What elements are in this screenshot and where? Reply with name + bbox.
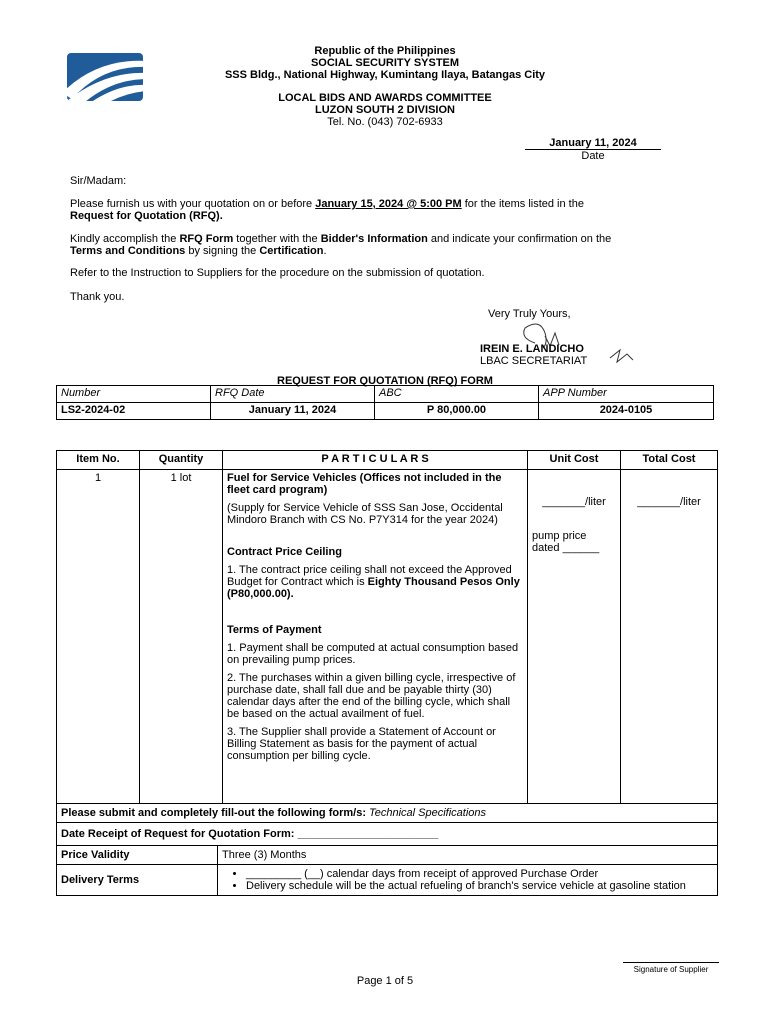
terms-item-1: 1. Payment shall be computed at actual consumption based on prevailing pump prices. — [227, 642, 519, 666]
particulars-table — [56, 450, 718, 804]
date-label: Date — [581, 150, 605, 162]
p2-text-e: . — [323, 245, 327, 257]
submit-row — [57, 804, 718, 823]
header-unit-cost: Unit Cost — [528, 451, 621, 470]
p1-text-b: for the items listed in the — [461, 198, 584, 210]
unit-cost-blank: _______/liter — [542, 496, 606, 508]
p2-cert: Certification — [259, 245, 324, 257]
header-item-no: Item No. — [57, 451, 140, 470]
ceiling-title: Contract Price Ceiling — [227, 546, 342, 558]
ceiling-text-a: 1. The contract price ceiling shall not exceed the Approved Budget for Contract which is — [227, 564, 512, 588]
cell-item-no: 1 — [57, 470, 140, 804]
submit-value: Technical Specifications — [369, 807, 487, 819]
signer-name: IREIN E. LANDICHO — [480, 343, 584, 355]
p1-text-c: Request for Quotation (RFQ). — [70, 210, 223, 222]
terms-item-2: 2. The purchases within a given billing cycle, irrespective of purchase date, shall fall due and be payable thirty (30) calendar days after the end of the billing cycle, which shall be based on the actual availment of fuel. — [227, 672, 516, 720]
header-agency: SOCIAL SECURITY SYSTEM — [310, 57, 460, 69]
letter-date — [525, 137, 661, 162]
delivery-terms-value — [218, 865, 718, 896]
date-value: January 11, 2024 — [525, 137, 661, 150]
header-republic: Republic of the Philippines — [314, 45, 456, 57]
header-address: SSS Bldg., National Highway, Kumintang Ilaya, Batangas City — [224, 69, 546, 81]
value-number: LS2-2024-02 — [57, 403, 211, 420]
paragraph-instructions — [70, 233, 714, 257]
p1-text-a: Please furnish us with your quotation on or before — [70, 198, 316, 210]
p2-text-d: by signing the — [185, 245, 260, 257]
header-division: LUZON SOUTH 2 DIVISION — [315, 104, 455, 116]
signer-title: LBAC SECRETARIAT — [480, 355, 588, 367]
delivery-item-1: • _________ (__) calendar days from receipt of approved Purchase Order — [246, 868, 713, 880]
cell-quantity: 1 lot — [140, 470, 223, 804]
label-rfq-date: RFQ Date — [211, 386, 375, 403]
label-app-number: APP Number — [539, 386, 714, 403]
cell-unit-cost — [528, 470, 621, 804]
salutation: Sir/Madam: — [70, 175, 127, 187]
terms-title: Terms of Payment — [227, 624, 322, 636]
ceiling-amount: Eighty Thousand Pesos Only (P80,000.00). — [227, 576, 520, 600]
particulars-supply: (Supply for Service Vehicle of SSS San Jose, Occidental Mindoro Branch with CS No. P7Y314 for the year 2024) — [227, 502, 503, 526]
particulars-title: Fuel for Service Vehicles (Offices not included in the fleet card program) — [227, 472, 502, 496]
header-particulars: P A R T I C U L A R S — [223, 451, 528, 470]
total-cost-blank: _______/liter — [637, 496, 701, 508]
paragraph-deadline — [70, 198, 714, 222]
unit-cost-note: pump price dated ______ — [532, 530, 600, 554]
receipt-row: Date Receipt of Request for Quotation Form: _______________________ — [57, 823, 718, 846]
paragraph-refer: Refer to the Instruction to Suppliers for the procedure on the submission of quotation. — [70, 267, 485, 279]
ceiling-text — [227, 564, 523, 600]
deadline: January 15, 2024 @ 5:00 PM — [315, 198, 462, 210]
label-number: Number — [57, 386, 211, 403]
label-abc: ABC — [375, 386, 539, 403]
terms-table — [56, 803, 718, 896]
p2-text-c: and indicate your confirmation on the — [427, 233, 612, 245]
delivery-terms-label: Delivery Terms — [57, 865, 218, 896]
price-validity-value: Three (3) Months — [218, 846, 718, 865]
header-telephone: Tel. No. (043) 702-6933 — [327, 116, 443, 128]
signature-label: Signature of Supplier — [623, 962, 719, 974]
p2-bidder: Bidder's Information — [320, 233, 428, 245]
header-total-cost: Total Cost — [621, 451, 718, 470]
page-number: Page 1 of 5 — [356, 975, 414, 987]
cell-particulars — [223, 470, 528, 804]
submit-label: Please submit and completely fill-out the following form/s: — [61, 807, 370, 819]
supplier-signature — [623, 956, 719, 974]
terms-item-3: 3. The Supplier shall provide a Statement of Account or Billing Statement as basis for the payment of actual consumption per billing cycle. — [227, 726, 496, 762]
header-committee: LOCAL BIDS AND AWARDS COMMITTEE — [278, 92, 492, 104]
cell-total-cost — [621, 470, 718, 804]
p2-terms: Terms and Conditions — [70, 245, 186, 257]
value-abc: P 80,000.00 — [375, 403, 539, 420]
rfq-info-table — [56, 385, 714, 420]
value-app-number: 2024-0105 — [539, 403, 714, 420]
delivery-list — [222, 868, 713, 892]
header-quantity: Quantity — [140, 451, 223, 470]
closing: Very Truly Yours, — [488, 308, 571, 320]
rfq-title: REQUEST FOR QUOTATION (RFQ) FORM — [277, 375, 493, 387]
price-validity-label: Price Validity — [57, 846, 218, 865]
delivery-item-2: • Delivery schedule will be the actual refueling of branch's service vehicle at gasoline station — [246, 880, 713, 892]
paragraph-thanks: Thank you. — [70, 291, 125, 303]
value-rfq-date: January 11, 2024 — [211, 403, 375, 420]
p2-text-a: Kindly accomplish the — [70, 233, 180, 245]
p2-text-b: together with the — [233, 233, 321, 245]
p2-rfq: RFQ Form — [179, 233, 234, 245]
